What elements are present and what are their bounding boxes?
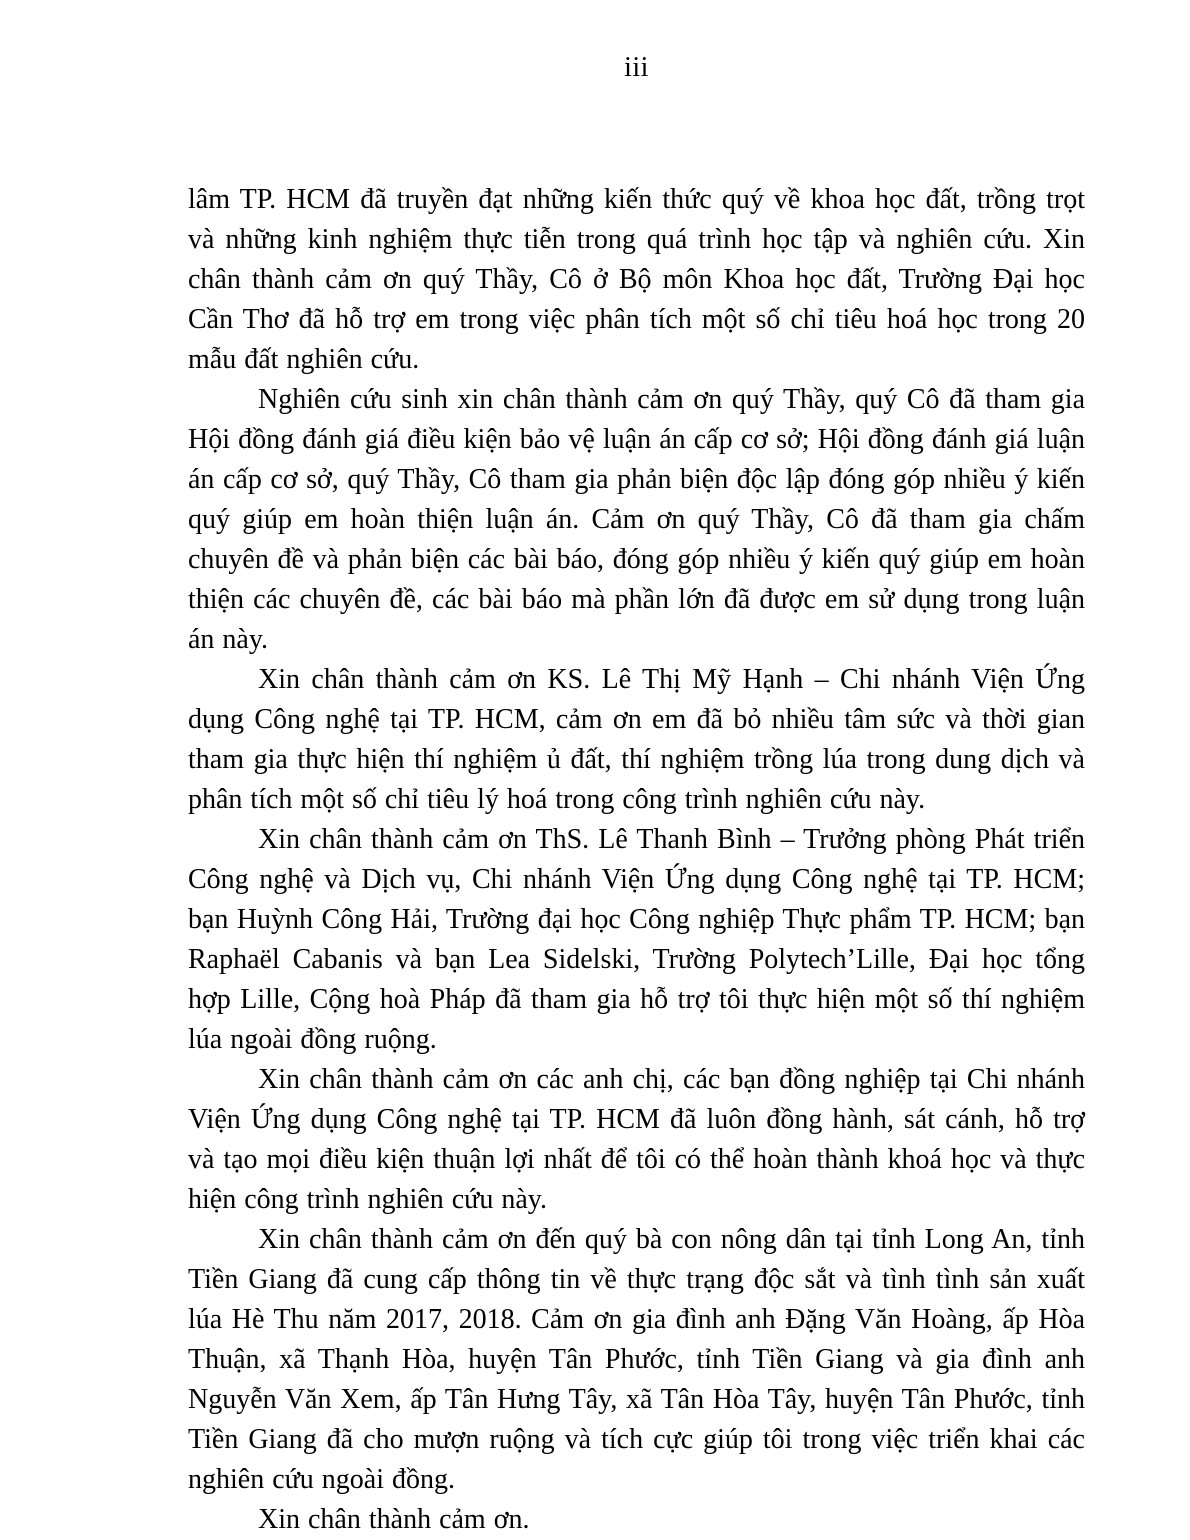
document-body — [188, 180, 1085, 1540]
paragraph-committee-thanks: Nghiên cứu sinh xin chân thành cảm ơn quý Thầy, quý Cô đã tham gia Hội đồng đánh giá điều kiện bảo vệ luận án cấp cơ sở; Hội đồng đánh giá luận án cấp cơ sở, quý Thầy, Cô tham gia phản biện độc lập đóng góp nhiều ý kiến quý giúp em hoàn thiện luận án. Cảm ơn quý Thầy, Cô đã tham gia chấm chuyên đề và phản biện các bài báo, đóng góp nhiều ý kiến quý giúp em hoàn thiện các chuyên đề, các bài báo mà phần lớn đã được em sử dụng trong luận án này. — [188, 384, 1085, 655]
paragraph-thanks-le-thanh-binh: Xin chân thành cảm ơn ThS. Lê Thanh Bình – Trưởng phòng Phát triển Công nghệ và Dịch vụ, Chi nhánh Viện Ứng dụng Công nghệ tại TP. HCM; bạn Huỳnh Công Hải, Trường đại học Công nghiệp Thực phẩm TP. HCM; bạn Raphaël Cabanis và bạn Lea Sidelski, Trường Polytech’Lille, Đại học tổng hợp Lille, Cộng hoà Pháp đã tham gia hỗ trợ tôi thực hiện một số thí nghiệm lúa ngoài đồng ruộng. — [188, 824, 1085, 1055]
page-number: iii — [624, 52, 649, 83]
paragraph-closing-thanks: Xin chân thành cảm ơn. — [258, 1504, 530, 1535]
paragraph-thanks-colleagues: Xin chân thành cảm ơn các anh chị, các bạn đồng nghiệp tại Chi nhánh Viện Ứng dụng Công nghệ tại TP. HCM đã luôn đồng hành, sát cánh, hỗ trợ và tạo mọi điều kiện thuận lợi nhất để tôi có thể hoàn thành khoá học và thực hiện công trình nghiên cứu này. — [188, 1064, 1085, 1215]
paragraph-continuation: lâm TP. HCM đã truyền đạt những kiến thức quý về khoa học đất, trồng trọt và những kinh nghiệm thực tiễn trong quá trình học tập và nghiên cứu. Xin chân thành cảm ơn quý Thầy, Cô ở Bộ môn Khoa học đất, Trường Đại học Cần Thơ đã hỗ trợ em trong việc phân tích một số chỉ tiêu hoá học trong 20 mẫu đất nghiên cứu. — [188, 184, 1085, 375]
paragraph-thanks-le-thi-my-hanh: Xin chân thành cảm ơn KS. Lê Thị Mỹ Hạnh – Chi nhánh Viện Ứng dụng Công nghệ tại TP. HCM, cảm ơn em đã bỏ nhiều tâm sức và thời gian tham gia thực hiện thí nghiệm ủ đất, thí nghiệm trồng lúa trong dung dịch và phân tích một số chỉ tiêu lý hoá trong công trình nghiên cứu này. — [188, 664, 1085, 815]
paragraph-thanks-farmers: Xin chân thành cảm ơn đến quý bà con nông dân tại tỉnh Long An, tỉnh Tiền Giang đã cung cấp thông tin về thực trạng độc sắt và tình tình sản xuất lúa Hè Thu năm 2017, 2018. Cảm ơn gia đình anh Đặng Văn Hoàng, ấp Hòa Thuận, xã Thạnh Hòa, huyện Tân Phước, tỉnh Tiền Giang và gia đình anh Nguyễn Văn Xem, ấp Tân Hưng Tây, xã Tân Hòa Tây, huyện Tân Phước, tỉnh Tiền Giang đã cho mượn ruộng và tích cực giúp tôi trong việc triển khai các nghiên cứu ngoài đồng. — [188, 1224, 1085, 1495]
